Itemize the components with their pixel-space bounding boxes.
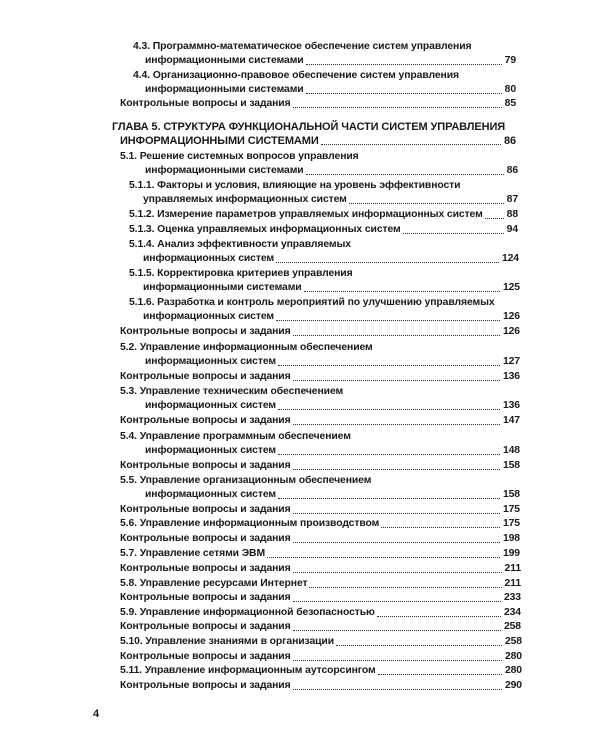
toc-entry-title: Контрольные вопросы и задания	[120, 460, 291, 471]
toc-entry-title: Контрольные вопросы и задания	[120, 326, 291, 337]
toc-entry-title: Контрольные вопросы и задания	[120, 651, 291, 662]
toc-entry	[120, 341, 520, 369]
toc-entry-title: Контрольные вопросы и задания	[120, 98, 291, 109]
toc-entry	[120, 679, 522, 693]
toc-entry-title: ГЛАВА 5. СТРУКТУРА ФУНКЦИОНАЛЬНОЙ ЧАСТИ СИСТЕМ УПРАВЛЕНИЯ	[112, 121, 506, 133]
toc-page-number: 211	[504, 563, 521, 574]
toc-page-number: 280	[504, 651, 522, 662]
toc-entry	[120, 325, 520, 339]
toc-page-number: 148	[502, 445, 520, 456]
toc-page-number: 158	[502, 489, 520, 500]
toc-entry-title: 5.1.6. Разработка и контроль мероприятий по улучшению управляемых	[129, 297, 495, 308]
dot-leader	[267, 557, 500, 558]
toc-entry	[129, 223, 518, 237]
toc-page-number: 86	[503, 135, 516, 147]
toc-page-number: 79	[504, 55, 516, 66]
toc-entry	[120, 635, 522, 649]
dot-leader	[381, 527, 500, 528]
toc-entry	[129, 208, 518, 222]
toc-entry-title: Контрольные вопросы и задания	[120, 415, 291, 426]
toc-entry	[120, 577, 521, 591]
toc-entry	[120, 385, 520, 413]
toc-entry-title: Контрольные вопросы и задания	[120, 371, 291, 382]
toc-entry-title: Контрольные вопросы и задания	[120, 504, 291, 515]
toc-entry-title: 5.5. Управление организационным обеспечением	[120, 475, 372, 486]
toc-entry-title: 5.2. Управление информационным обеспечением	[120, 342, 373, 353]
toc-page-number: 175	[502, 504, 520, 515]
toc-entry	[129, 238, 519, 266]
toc-page-number: 175	[502, 518, 520, 529]
toc-entry-title: информационными системами	[145, 55, 304, 66]
dot-leader	[306, 64, 502, 65]
toc-entry-title: информационных систем	[145, 356, 276, 367]
toc-page-number: 86	[506, 165, 518, 176]
toc-entry	[112, 120, 516, 148]
dot-leader	[309, 587, 501, 588]
toc-entry-title: 4.4. Организационно-правовое обеспечение систем управления	[133, 70, 459, 81]
toc-entry-title: 5.4. Управление программным обеспечением	[120, 431, 351, 442]
toc-entry	[129, 296, 520, 324]
toc-page-number: 136	[502, 371, 520, 382]
toc-entry	[120, 459, 520, 473]
toc-entry	[120, 517, 520, 531]
toc-entry-title: Контрольные вопросы и задания	[120, 563, 291, 574]
dot-leader	[293, 380, 500, 381]
toc-entry-title: информационных систем	[145, 445, 276, 456]
toc-entry-title: Контрольные вопросы и задания	[120, 592, 291, 603]
toc-entry-title: ИНФОРМАЦИОННЫМИ СИСТЕМАМИ	[120, 135, 319, 147]
toc-page-number: 258	[504, 636, 522, 647]
dot-leader	[377, 616, 501, 617]
toc-entry	[120, 562, 521, 576]
toc-entry-title: Контрольные вопросы и задания	[120, 533, 291, 544]
toc-entry-title: информационными системами	[145, 84, 304, 95]
toc-page-number: 87	[506, 194, 518, 205]
dot-leader	[336, 645, 502, 646]
toc-page-number: 234	[503, 607, 521, 618]
toc-entry	[120, 430, 520, 458]
toc-page-number: 88	[506, 209, 518, 220]
dot-leader	[485, 218, 504, 219]
dot-leader	[403, 233, 504, 234]
toc-entry-title: 5.3. Управление техническим обеспечением	[120, 386, 344, 397]
toc-entry	[120, 532, 520, 546]
toc-page-number: 280	[504, 665, 522, 676]
toc-entry-title: 5.1.2. Измерение параметров управляемых информационных систем	[129, 209, 483, 220]
dot-leader	[304, 291, 500, 292]
toc-entry	[120, 474, 520, 502]
dot-leader	[293, 660, 502, 661]
dot-leader	[293, 469, 500, 470]
dot-leader	[321, 144, 501, 145]
toc-page-number: 85	[504, 98, 516, 109]
toc-entry	[120, 150, 518, 178]
page-number: 4	[93, 708, 100, 720]
toc-entry-title: 5.1.1. Факторы и условия, влияющие на уровень эффективности	[129, 180, 461, 191]
toc-entry-title: 5.7. Управление сетями ЭВМ	[120, 548, 265, 559]
dot-leader	[278, 498, 500, 499]
dot-leader	[306, 174, 504, 175]
dot-leader	[293, 335, 500, 336]
toc-entry-title: информационных систем	[143, 253, 274, 264]
toc-page-number: 258	[503, 621, 521, 632]
toc-page-number: 127	[502, 356, 520, 367]
toc-entry-title: информационных систем	[145, 400, 276, 411]
dot-leader	[293, 513, 500, 514]
toc-entry	[120, 97, 516, 111]
dot-leader	[278, 454, 500, 455]
toc-entry	[120, 591, 521, 605]
toc-entry-title: 5.9. Управление информационной безопасностью	[120, 607, 375, 618]
toc-entry-title: 5.11. Управление информационным аутсорсингом	[120, 665, 376, 676]
toc-entry-title: информационными системами	[143, 282, 302, 293]
toc-page-number: 126	[502, 326, 520, 337]
toc-page-number: 94	[506, 224, 518, 235]
toc-entry-title: информационных систем	[143, 311, 274, 322]
dot-leader	[278, 409, 500, 410]
toc-entry	[120, 69, 516, 97]
toc-entry-title: информационных систем	[145, 489, 276, 500]
dot-leader	[293, 572, 502, 573]
dot-leader	[293, 689, 502, 690]
toc-entry	[120, 503, 520, 517]
dot-leader	[306, 93, 502, 94]
toc-entry-title: 5.1.5. Корректировка критериев управления	[129, 268, 353, 279]
toc-entry	[120, 620, 521, 634]
toc-entry-title: Контрольные вопросы и задания	[120, 621, 291, 632]
toc-page-number: 158	[502, 460, 520, 471]
toc-entry-title: 5.6. Управление информационным производством	[120, 518, 380, 529]
toc-entry	[120, 547, 520, 561]
dot-leader	[276, 320, 500, 321]
dot-leader	[278, 365, 500, 366]
toc-entry-title: 5.1.4. Анализ эффективности управляемых	[129, 239, 351, 250]
toc-page-number: 136	[502, 400, 520, 411]
toc-entry-title: 5.10. Управление знаниями в организации	[120, 636, 335, 647]
toc-page-number: 125	[502, 282, 520, 293]
toc-entry-title: 4.3. Программно-математическое обеспечение систем управления	[133, 41, 472, 52]
dot-leader	[293, 601, 501, 602]
toc-page-number: 290	[504, 680, 522, 691]
toc-entry	[120, 370, 520, 384]
dot-leader	[276, 262, 499, 263]
dot-leader	[349, 203, 504, 204]
toc-page-number: 126	[502, 311, 520, 322]
dot-leader	[293, 424, 500, 425]
toc-entry	[129, 179, 518, 207]
toc-entry	[120, 650, 522, 664]
toc-page-number: 147	[502, 415, 520, 426]
toc-page-number: 211	[504, 578, 521, 589]
dot-leader	[293, 107, 502, 108]
toc-entry-title: информационными системами	[145, 165, 304, 176]
toc-entry	[129, 267, 520, 295]
toc-entry-title: 5.1.3. Оценка управляемых информационных систем	[129, 224, 401, 235]
toc-page-number: 198	[502, 533, 520, 544]
toc-page-number: 199	[502, 548, 520, 559]
toc-entry-title: 5.8. Управление ресурсами Интернет	[120, 578, 308, 589]
toc-page-number: 124	[501, 253, 519, 264]
toc-entry-title: Контрольные вопросы и задания	[120, 680, 291, 691]
dot-leader	[293, 630, 501, 631]
dot-leader	[293, 542, 500, 543]
toc-entry	[120, 664, 522, 678]
toc-page-number: 80	[504, 84, 516, 95]
toc-entry	[120, 414, 520, 428]
toc-entry-title: 5.1. Решение системных вопросов управления	[120, 151, 359, 162]
toc-entry	[120, 40, 516, 68]
toc-page-number: 233	[503, 592, 521, 603]
toc-entry-title: управляемых информационных систем	[143, 194, 347, 205]
toc-entry	[120, 606, 521, 620]
dot-leader	[378, 674, 502, 675]
